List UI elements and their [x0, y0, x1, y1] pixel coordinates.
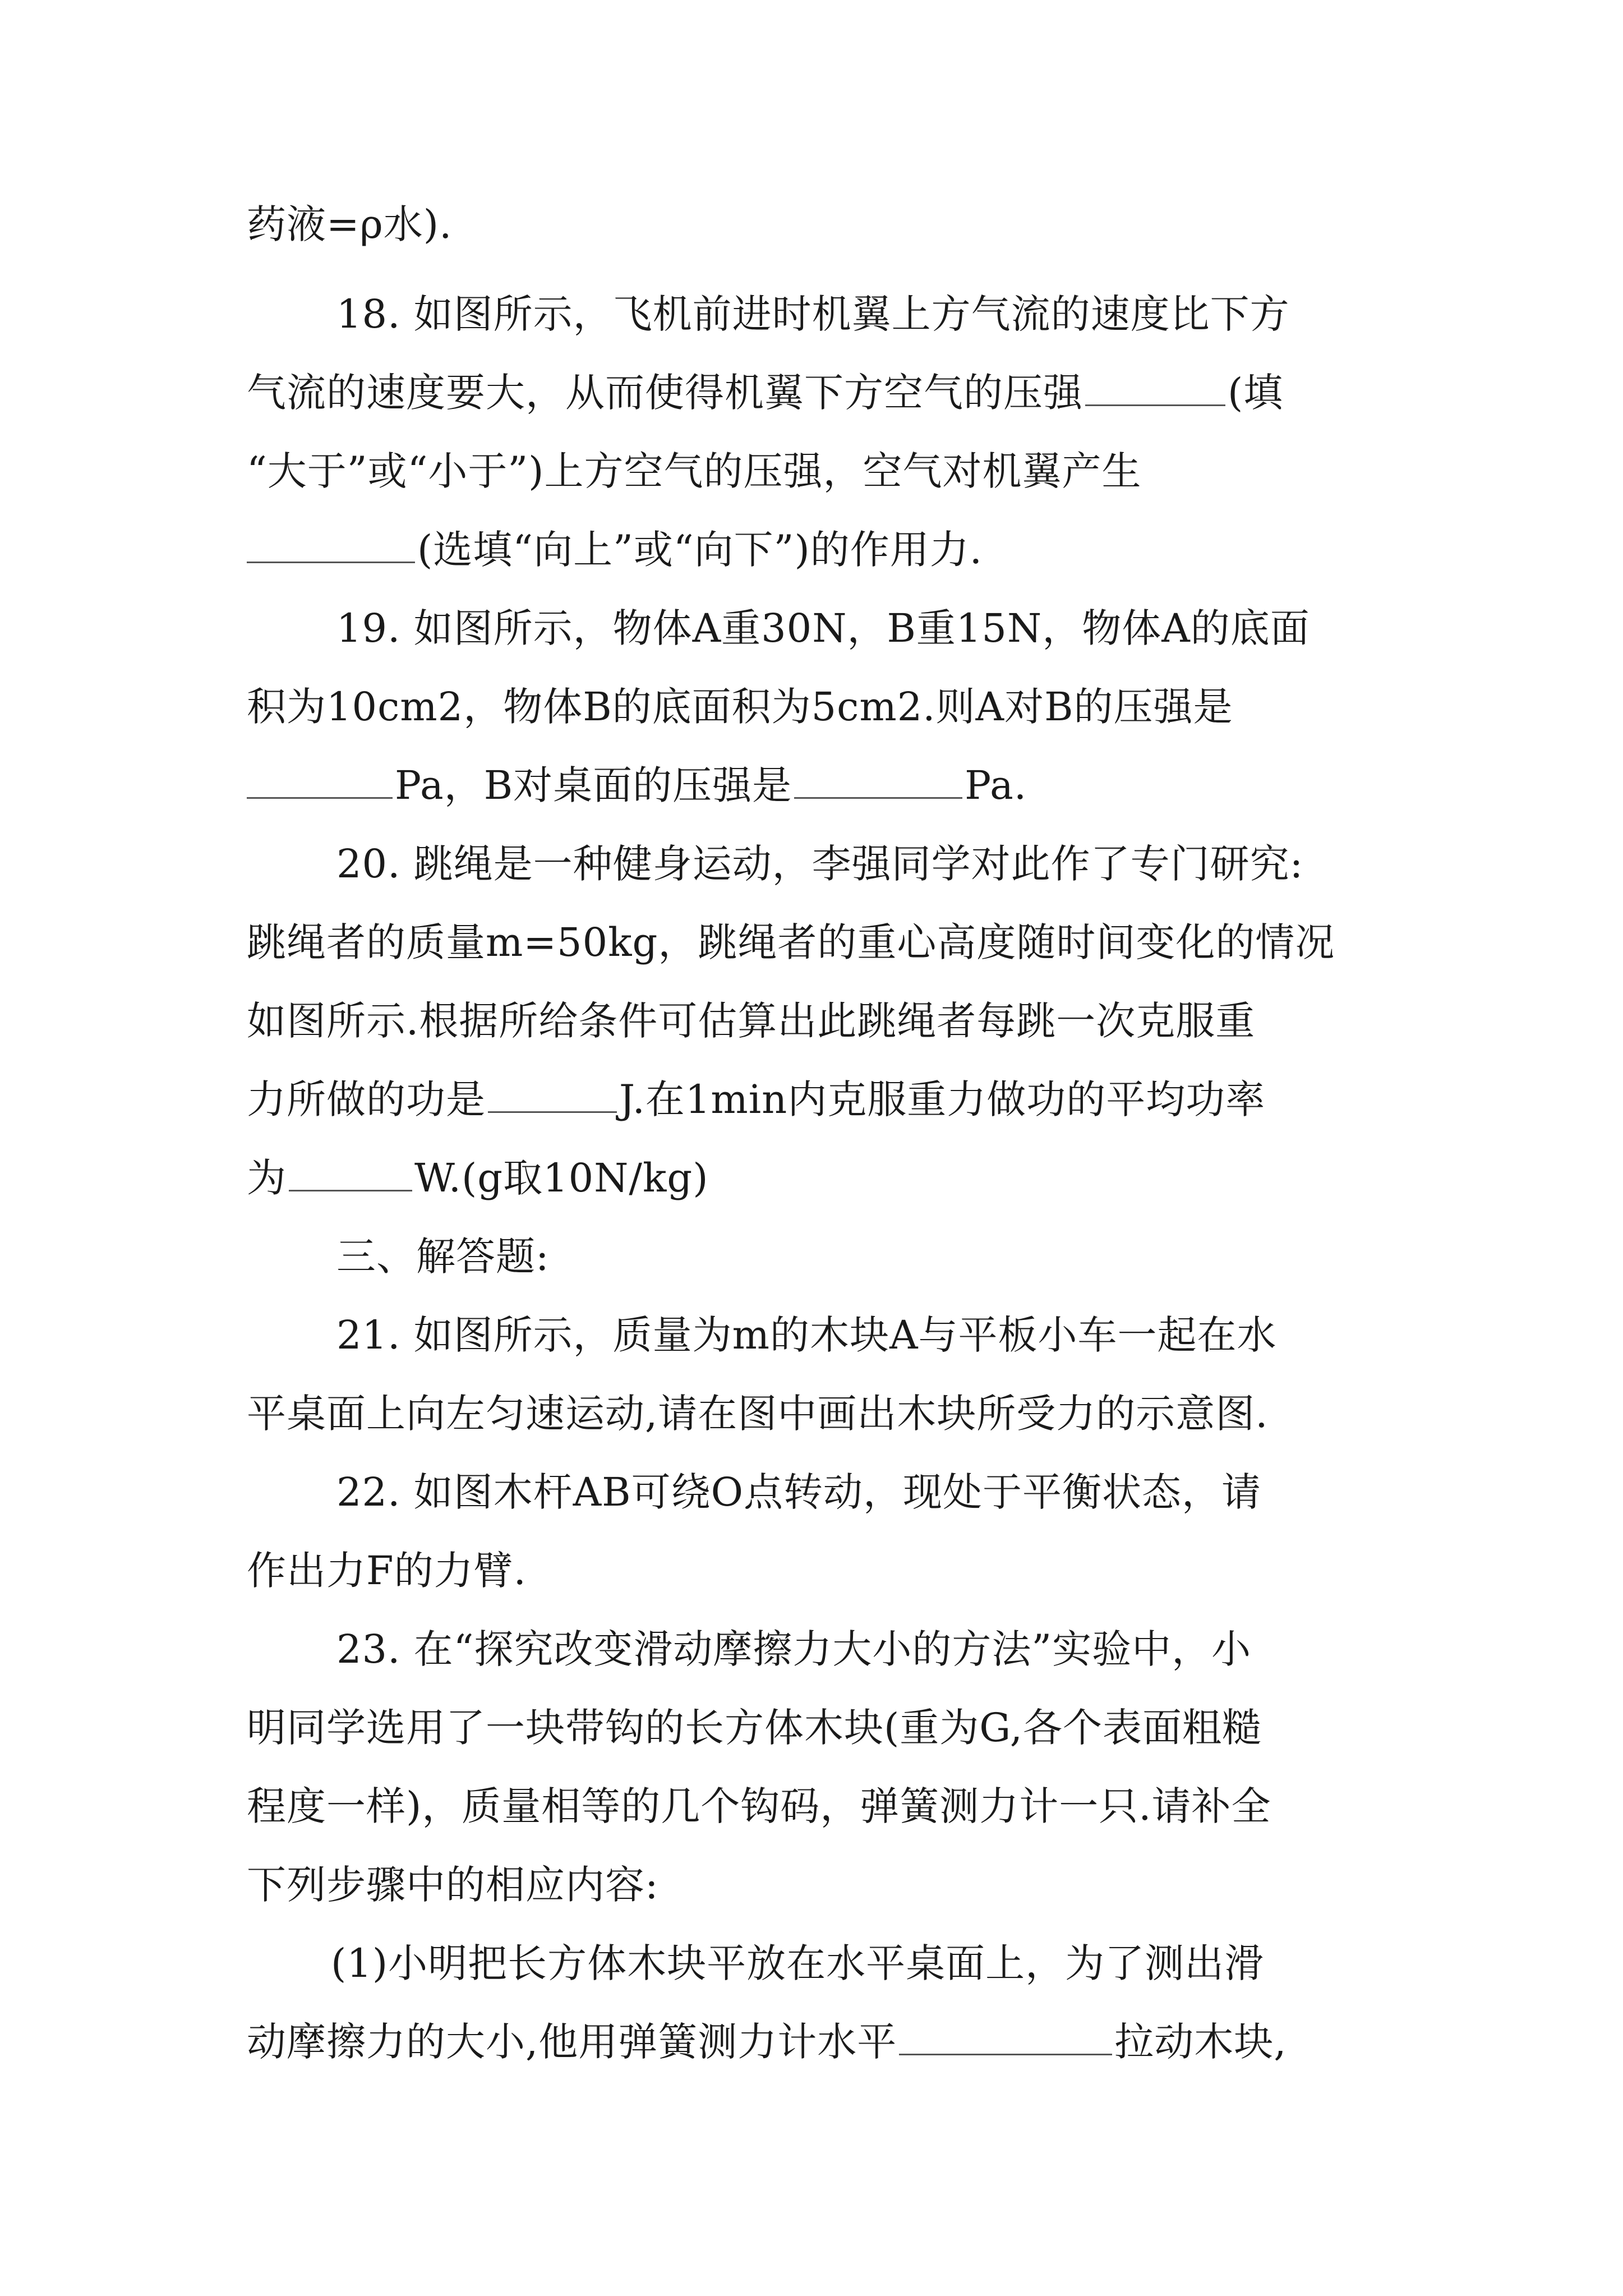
question-22-text-2: 作出力F的力臂.: [247, 1548, 527, 1594]
question-23-step-1-line-1: [331, 1930, 1264, 1997]
question-20-line-1: [336, 830, 1303, 898]
question-19-line-3: [247, 752, 1027, 819]
question-22-line-1: [336, 1458, 1261, 1526]
question-20-text-1: 20. 跳绳是一种健身运动，李强同学对此作了专门研究:: [336, 841, 1304, 887]
answer-blank-23a[interactable]: [899, 2017, 1112, 2056]
question-18-text-4b: (选填“向上”或“向下”)的作用力.: [417, 527, 983, 573]
answer-blank-19b[interactable]: [794, 760, 962, 799]
question-23-step-1-text-1: (1)小明把长方体木块平放在水平桌面上，为了测出滑: [331, 1940, 1265, 1986]
question-22-text-1: 22. 如图木杆AB可绕O点转动，现处于平衡状态，请: [336, 1469, 1261, 1515]
question-18-line-3: [247, 438, 1141, 505]
question-23-text-3: 程度一样)，质量相等的几个钩码，弹簧测力计一只.请补全: [247, 1783, 1271, 1829]
question-20-line-5: [247, 1144, 709, 1212]
answer-blank-19a[interactable]: [247, 760, 393, 799]
question-23-line-4: [247, 1851, 659, 1918]
question-21-line-1: [336, 1301, 1277, 1369]
question-21-line-2: [247, 1380, 1269, 1447]
question-23-text-2: 明同学选用了一块带钩的长方体木块(重为G,各个表面粗糙: [247, 1705, 1262, 1751]
answer-blank-20b[interactable]: [289, 1153, 412, 1192]
question-18-line-4: [247, 516, 983, 583]
question-21-text-1: 21. 如图所示，质量为m的木块A与平板小车一起在水: [336, 1312, 1277, 1358]
question-19-text-1: 19. 如图所示，物体A重30N，B重15N，物体A的底面: [336, 605, 1310, 651]
question-23-step-1-text-2b: 拉动木块,: [1114, 2019, 1287, 2065]
question-23-step-1-text-2a: 动摩擦力的大小,他用弹簧测力计水平: [247, 2019, 897, 2065]
question-20-text-5a: 为: [247, 1155, 287, 1201]
question-18-text-3: “大于”或“小于”)上方空气的压强，空气对机翼产生: [247, 448, 1142, 494]
question-19-text-3b: Pa，B对桌面的压强是: [395, 762, 792, 808]
question-18-text-2b: (填: [1228, 370, 1284, 416]
section-heading-answers: [336, 1223, 550, 1290]
question-22-line-2: [247, 1537, 527, 1604]
answer-blank-20a[interactable]: [488, 1074, 617, 1114]
section-heading-text: 三、解答题:: [336, 1234, 550, 1280]
question-23-line-1: [336, 1616, 1251, 1683]
question-23-line-3: [247, 1773, 1271, 1840]
question-20-text-5b: W.(g取10N/kg): [414, 1155, 709, 1201]
answer-blank-18a[interactable]: [1085, 367, 1225, 407]
question-20-text-4a: 力所做的功是: [247, 1076, 486, 1122]
question-23-text-1: 23. 在“探究改变滑动摩擦力大小的方法”实验中，小: [336, 1626, 1252, 1672]
question-20-line-3: [247, 987, 1255, 1055]
question-20-text-3: 如图所示.根据所给条件可估算出此跳绳者每跳一次克服重: [247, 998, 1256, 1044]
question-20-text-4b: J.在1min内克服重力做功的平均功率: [619, 1076, 1266, 1122]
question-20-line-4: [247, 1066, 1265, 1133]
question-18-line-2: [247, 359, 1283, 426]
question-19-text-3c: Pa.: [965, 762, 1027, 808]
question-23-step-1-line-2: [247, 2008, 1287, 2076]
question-20-text-2: 跳绳者的质量m=50kg，跳绳者的重心高度随时间变化的情况: [247, 919, 1335, 965]
question-19-text-2: 积为10cm2，物体B的底面积为5cm2.则A对B的压强是: [247, 684, 1233, 730]
question-21-text-2: 平桌面上向左匀速运动,请在图中画出木块所受力的示意图.: [247, 1391, 1269, 1437]
question-19-line-2: [247, 673, 1233, 740]
line-1-text: 药液=ρ水).: [247, 201, 453, 247]
question-19-line-1: [336, 595, 1310, 662]
question-18-text-1: 18. 如图所示，飞机前进时机翼上方气流的速度比下方: [336, 291, 1290, 337]
question-18-text-2a: 气流的速度要大，从而使得机翼下方空气的压强: [247, 370, 1083, 416]
answer-blank-18b[interactable]: [247, 524, 415, 564]
question-20-line-2: [247, 909, 1335, 976]
question-18-line-1: [336, 280, 1290, 348]
question-23-line-2: [247, 1694, 1262, 1761]
text-line-1: [247, 191, 452, 258]
question-23-text-4: 下列步骤中的相应内容:: [247, 1862, 659, 1908]
